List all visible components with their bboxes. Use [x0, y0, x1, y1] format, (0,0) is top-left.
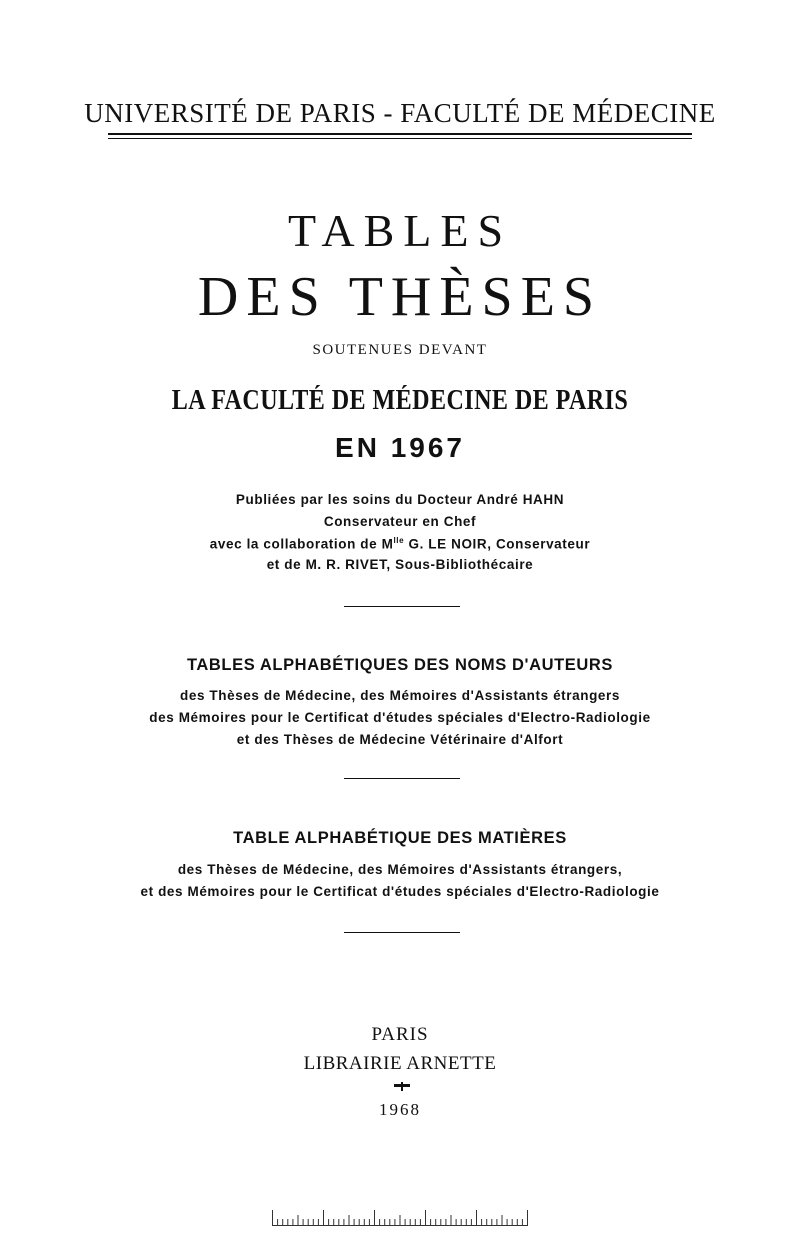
institution-header: UNIVERSITÉ DE PARIS - FACULTÉ DE MÉDECINE	[84, 98, 716, 128]
section-2-line-1: des Thèses de Médecine, des Mémoires d'Assistants étrangers,	[177, 862, 623, 877]
divider-3	[344, 932, 460, 933]
section-1-line-2: des Mémoires pour le Certificat d'études spéciales d'Electro-Radiologie	[149, 710, 651, 725]
section-2-line-2: et des Mémoires pour le Certificat d'études spéciales d'Electro-Radiologie	[140, 884, 660, 899]
title-line-1: TABLES	[287, 205, 513, 256]
scan-ruler-icon	[272, 1210, 528, 1226]
publication-line-3: avec la collaboration de $M^{lle}$ G. LE NOIR, Conservateur	[209, 536, 591, 552]
divider-1	[344, 606, 460, 607]
publication-line-2: Conservateur en Chef	[323, 514, 477, 529]
title-line-2: DES THÈSES	[197, 266, 603, 328]
publication-line-1: Publiées par les soins du Docteur André HAHN	[235, 492, 565, 507]
section-1-line-1: des Thèses de Médecine, des Mémoires d'Assistants étrangers	[179, 688, 621, 703]
header-rule-bottom	[108, 138, 692, 139]
section-1-line-3: et des Thèses de Médecine Vétérinaire d'Alfort	[236, 732, 564, 747]
year-title: EN 1967	[335, 432, 465, 463]
imprint-publisher: LIBRAIRIE ARNETTE	[303, 1053, 497, 1074]
section-2-title: TABLE ALPHABÉTIQUE DES MATIÈRES	[233, 829, 567, 847]
faculty-title: LA FACULTÉ DE MÉDECINE DE PARIS	[171, 385, 629, 416]
header-rule-top	[108, 133, 692, 135]
divider-2	[344, 778, 460, 779]
printer-ornament-icon	[392, 1082, 412, 1092]
imprint-year: 1968	[379, 1100, 421, 1119]
subtitle-soutenues: SOUTENUES DEVANT	[312, 342, 488, 358]
publication-line-4: et de M. R. RIVET, Sous-Bibliothécaire	[266, 557, 534, 572]
section-1-title: TABLES ALPHABÉTIQUES DES NOMS D'AUTEURS	[186, 656, 614, 674]
imprint-city: PARIS	[371, 1024, 429, 1045]
